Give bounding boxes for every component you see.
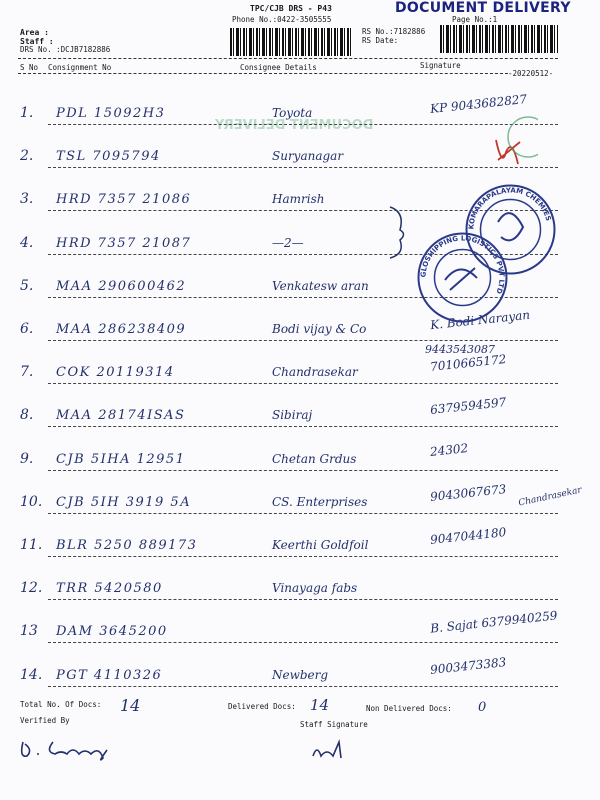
consignment-number: MAA 28174ISAS <box>56 408 186 424</box>
consignment-number: DAM 3645200 <box>56 624 168 640</box>
consignment-number: BLR 5250 889173 <box>56 538 198 553</box>
consignment-number: TRR 5420580 <box>56 581 163 597</box>
consignee-name: Keerthi Goldfoil <box>272 538 369 552</box>
recipient-signature: 24302 <box>429 440 469 459</box>
row-divider <box>48 167 558 168</box>
non-delivered-label: Non Delivered Docs: <box>366 704 452 713</box>
recipient-signature: 9003473383 <box>429 654 507 677</box>
row-divider <box>48 470 558 471</box>
consignee-name: Venkatesw aran <box>272 278 369 293</box>
drs-number: DRS No. :DCJB7182886 <box>20 45 111 54</box>
consignment-number: COK 20119314 <box>56 365 175 381</box>
svg-text:GLOSHIPPING LOGISTICS PVT LTD: GLOSHIPPING LOGISTICS PVT LTD <box>419 234 506 295</box>
date-label: -20220512- <box>508 69 554 78</box>
row-number: 5. <box>20 277 34 294</box>
recipient-signature: 9047044180 <box>429 525 507 547</box>
consignee-name: Sibiraj <box>272 408 313 423</box>
recipient-signature: 6379594597 <box>429 395 507 418</box>
row-number: 12. <box>20 580 43 597</box>
stamp-gloshipping <box>415 230 510 325</box>
area-label: Area : <box>20 28 49 37</box>
consignment-number: CJB 5IHA 12951 <box>56 451 186 467</box>
total-docs-value: 14 <box>120 696 141 715</box>
row-number: 10. <box>20 493 43 510</box>
phone-label: Phone No.:0422-3505555 <box>232 15 332 24</box>
route-label: TPC/CJB DRS - P43 <box>250 4 332 13</box>
watermark-text: DOCUMENT DELIVERY <box>215 118 374 133</box>
consignment-number: MAA 290600462 <box>56 278 187 294</box>
row-divider <box>48 686 558 687</box>
total-docs-label: Total No. Of Docs: <box>20 700 102 709</box>
recipient-signature: 9043067673 <box>429 481 507 504</box>
svg-text:KOMARAPALAYAM CHEMIES: KOMARAPALAYAM CHEMIES <box>467 186 553 230</box>
consignee-name: Newberg <box>272 667 329 682</box>
recipient-signature: 7010665172 <box>429 352 507 375</box>
row-divider <box>48 556 558 557</box>
col-signature: Signature <box>420 61 461 70</box>
consignee-name: Suryanagar <box>272 149 344 164</box>
row-number: 7. <box>20 364 34 381</box>
columns-divider <box>18 73 508 74</box>
row-number: 4. <box>20 234 34 251</box>
staff-label: Staff : <box>20 37 54 46</box>
verifier-signature <box>15 730 125 765</box>
consignment-number: MAA 286238409 <box>56 322 187 337</box>
consignee-name: Chandrasekar <box>272 365 358 380</box>
staff-signature <box>305 734 355 764</box>
consignee-name: Bodi vijay & Co <box>272 322 367 336</box>
consignment-number: PGT 4110326 <box>56 667 163 683</box>
col-consignment: Consignment No <box>48 63 112 72</box>
row-number: 13 <box>20 623 38 640</box>
row-number: 11. <box>20 537 43 553</box>
row-number: 1. <box>20 105 34 121</box>
page-title: DOCUMENT DELIVERY <box>395 0 571 16</box>
delivered-docs-label: Delivered Docs: <box>228 702 296 711</box>
recipient-signature: K. Bodi Narayan <box>429 307 531 333</box>
row-divider <box>48 599 558 600</box>
consignee-name: Toyota <box>272 106 313 120</box>
consignment-number: CJB 5IH 3919 5A <box>56 494 192 510</box>
row6-phone: 9443543087 <box>425 343 495 356</box>
consignee-name: Hamrish <box>272 192 325 207</box>
row-divider <box>48 340 558 341</box>
consignment-number: HRD 7357 21086 <box>56 192 192 208</box>
consignee-name: Vinayaga fabs <box>272 581 358 596</box>
row-number: 14. <box>20 666 43 683</box>
col-sno: S No <box>20 63 39 72</box>
row-number: 3. <box>20 191 34 208</box>
delivered-docs-value: 14 <box>310 696 330 714</box>
verified-by-label: Verified By <box>20 716 70 725</box>
consignment-number: HRD 7357 21087 <box>56 235 192 251</box>
col-consignee: Consignee Details <box>240 63 317 72</box>
page-number: Page No.:1 <box>452 15 498 24</box>
non-delivered-value: 0 <box>478 700 487 715</box>
staff-signature-label: Staff Signature <box>300 720 368 729</box>
row-divider <box>48 383 558 384</box>
row-number: 9. <box>20 450 34 467</box>
rs-number: RS No.:7182886 <box>362 27 426 36</box>
rs-date: RS Date: <box>362 36 399 45</box>
row-divider <box>48 513 558 514</box>
row10-extra-name: Chandrasekar <box>517 485 583 509</box>
barcode-right <box>440 25 558 53</box>
consignee-name: —2— <box>272 235 304 250</box>
recipient-signature: B. Sajat 6379940259 <box>429 608 559 637</box>
row-divider <box>48 124 558 125</box>
recipient-signature: KP 9043682827 <box>429 91 528 117</box>
row-number: 8. <box>20 407 34 424</box>
row-divider <box>48 426 558 427</box>
row-divider <box>48 642 558 643</box>
consignee-name: CS. Enterprises <box>272 494 368 509</box>
header-divider <box>18 58 558 59</box>
consignment-number: PDL 15092H3 <box>56 106 166 121</box>
green-stamp <box>498 112 538 162</box>
consignee-name: Chetan Grdus <box>272 451 357 466</box>
consignment-number: TSL 7095794 <box>56 149 161 165</box>
barcode-left <box>230 28 352 56</box>
row-number: 2. <box>20 148 34 165</box>
brace-mark <box>385 202 415 262</box>
row-number: 6. <box>20 321 34 337</box>
